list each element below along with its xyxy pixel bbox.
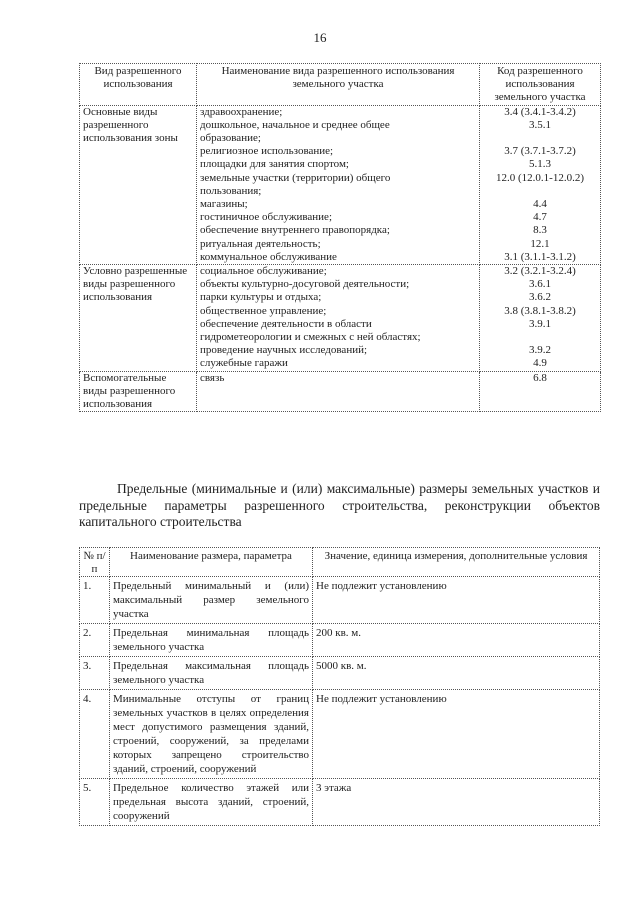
page-number: 16: [313, 30, 327, 45]
use-item: связь: [200, 371, 225, 384]
header-use-code: Код разрешенного использования земельного участка: [480, 64, 601, 106]
codes-cell: [480, 105, 601, 264]
use-item: объекты культурно-досуговой деятельности;: [200, 278, 410, 291]
use-code: 12.1: [530, 237, 550, 250]
use-item: парки культуры и отдыха;: [200, 291, 322, 304]
use-code: 5.1.3: [529, 158, 551, 171]
use-item: здравоохранение;: [200, 105, 283, 118]
parameters-table: [79, 547, 600, 826]
group-label-auxiliary: Вспомогательные виды разрешенного использования: [80, 371, 197, 412]
use-item: обеспечение деятельности в области: [200, 317, 372, 330]
use-item: религиозное использование;: [200, 145, 334, 158]
use-code: 4.7: [533, 211, 547, 224]
use-item: ритуальная деятельность;: [200, 237, 321, 250]
param-name: Предельное количество этажей или предельная высота зданий, строений, сооружений: [110, 779, 313, 826]
use-code: 3.9.1: [529, 317, 551, 330]
use-code: [483, 331, 597, 344]
use-code: 3.6.1: [529, 278, 551, 291]
use-item: общественное управление;: [200, 304, 327, 317]
table-header-row: [80, 548, 600, 577]
param-value: Не подлежит установлению: [313, 690, 600, 779]
use-item: магазины;: [200, 198, 248, 211]
uses-cell: [197, 105, 480, 264]
use-code: [483, 132, 597, 145]
codes-cell: [480, 265, 601, 372]
use-item: гидрометеорологии и смежных с ней областях;: [200, 331, 421, 344]
param-name: Предельный минимальный и (или) максимальный размер земельного участка: [110, 577, 313, 624]
use-code: 6.8: [533, 371, 547, 384]
row-number: 3.: [80, 657, 110, 690]
use-item: дошкольное, начальное и среднее общее: [200, 118, 390, 131]
header-num: № п/п: [80, 548, 110, 577]
table-row: [80, 577, 600, 624]
table-row: [80, 105, 601, 264]
table-row: [80, 779, 600, 826]
use-code: 4.4: [533, 198, 547, 211]
use-item: обеспечение внутреннего правопорядка;: [200, 224, 390, 237]
limits-paragraph: Предельные (минимальные и (или) максимальные) размеры земельных участков и предельные параметры разрешенного строительства, реконструкции объектов капитального строительства: [79, 481, 600, 529]
param-name: Предельная минимальная площадь земельного участка: [110, 624, 313, 657]
header-param-value: Значение, единица измерения, дополнительные условия: [313, 548, 600, 577]
use-code: 3.5.1: [529, 118, 551, 131]
group-label-conditional: Условно разрешенные виды разрешенного использования: [80, 265, 197, 372]
use-item: гостиничное обслуживание;: [200, 211, 332, 224]
use-code: 3.8 (3.8.1-3.8.2): [504, 304, 576, 317]
param-value: Не подлежит установлению: [313, 577, 600, 624]
use-item: служебные гаражи: [200, 357, 288, 370]
use-item: площадки для занятия спортом;: [200, 158, 349, 171]
use-item: проведение научных исследований;: [200, 344, 368, 357]
permitted-use-table: [79, 63, 601, 412]
param-name: Предельная максимальная площадь земельного участка: [110, 657, 313, 690]
use-item: социальное обслуживание;: [200, 265, 327, 278]
row-number: 1.: [80, 577, 110, 624]
table-row: [80, 624, 600, 657]
use-code: 3.1 (3.1.1-3.1.2): [504, 250, 576, 263]
use-code: 12.0 (12.0.1-12.0.2): [496, 171, 584, 184]
table-row: [80, 371, 601, 412]
use-code: 3.2 (3.2.1-3.2.4): [504, 265, 576, 278]
param-value: 3 этажа: [313, 779, 600, 826]
uses-cell: [197, 265, 480, 372]
table-header-row: [80, 64, 601, 106]
use-item: земельные участки (территории) общего: [200, 171, 391, 184]
row-number: 4.: [80, 690, 110, 779]
row-number: 2.: [80, 624, 110, 657]
use-code: [483, 185, 597, 198]
table-row: [80, 265, 601, 372]
group-label-main: Основные виды разрешенного использования зоны: [80, 105, 197, 264]
use-item: пользования;: [200, 184, 262, 197]
use-item: образование;: [200, 132, 261, 145]
use-code: 3.6.2: [529, 291, 551, 304]
param-value: 5000 кв. м.: [313, 657, 600, 690]
use-code: 8.3: [533, 224, 547, 237]
codes-cell: [480, 371, 601, 412]
header-use-type: Вид разрешенного использования: [80, 64, 197, 106]
use-item: коммунальное обслуживание: [200, 250, 337, 263]
use-code: 3.9.2: [529, 344, 551, 357]
header-param-name: Наименование размера, параметра: [110, 548, 313, 577]
use-code: 3.7 (3.7.1-3.7.2): [504, 145, 576, 158]
param-value: 200 кв. м.: [313, 624, 600, 657]
header-use-name: Наименование вида разрешенного использования земельного участка: [197, 64, 480, 106]
param-name: Минимальные отступы от границ земельных участков в целях определения мест допустимого размещения зданий, строений, сооружений, за пределами которых запрещено строительство зданий, строений, сооружений: [110, 690, 313, 779]
table-row: [80, 690, 600, 779]
uses-cell: [197, 371, 480, 412]
use-code: 4.9: [533, 357, 547, 370]
row-number: 5.: [80, 779, 110, 826]
table-row: [80, 657, 600, 690]
use-code: 3.4 (3.4.1-3.4.2): [504, 105, 576, 118]
